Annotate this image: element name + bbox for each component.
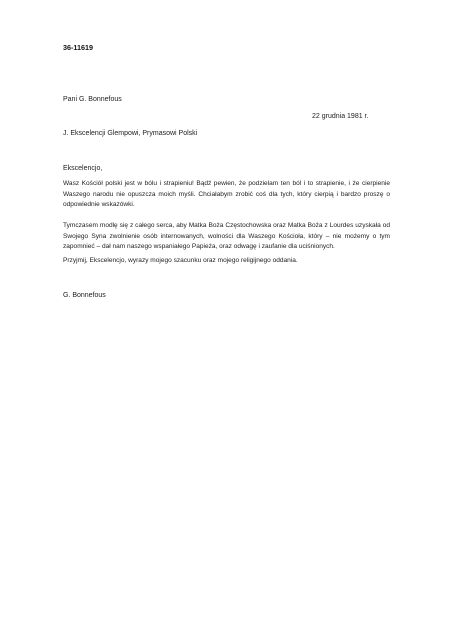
sender-name: Pani G. Bonnefous — [63, 96, 122, 103]
body-paragraph-1: Wasz Kościół polski jest w bólu i strapieniu! Bądź pewien, że podzielam ten ból i to strapienie, i że cierpienie Waszego narodu nie opuszcza moich myśli. Chciałabym zrobić coś dla tych, który cierpią i bardzo proszę o odpowiednie wskazówki. — [63, 180, 390, 209]
document-reference: 36-11619 — [63, 43, 93, 52]
body-paragraph-3: Przyjmij, Ekscelencjo, wyrazy mojego szacunku oraz mojego religijnego oddania. — [63, 257, 298, 264]
signature: G. Bonnefous — [63, 292, 106, 299]
body-paragraph-2: Tymczasem modlę się z całego serca, aby Matka Boża Częstochowska oraz Matka Boża z Lourdes uzyskała od Swojego Syna zwolnienie osób internowanych, wolności dla Waszego Kościoła, który – nie możemy o tym zapomnieć – dał nam naszego wspaniałego Papieża, oraz odwagę i zaufanie dla uciśnionych. — [63, 222, 390, 251]
letter-date: 22 grudnia 1981 r. — [312, 113, 369, 120]
salutation: Ekscelencjo, — [63, 165, 103, 172]
recipient-line: J. Ekscelencji Glempowi, Prymasowi Polski — [63, 130, 198, 137]
